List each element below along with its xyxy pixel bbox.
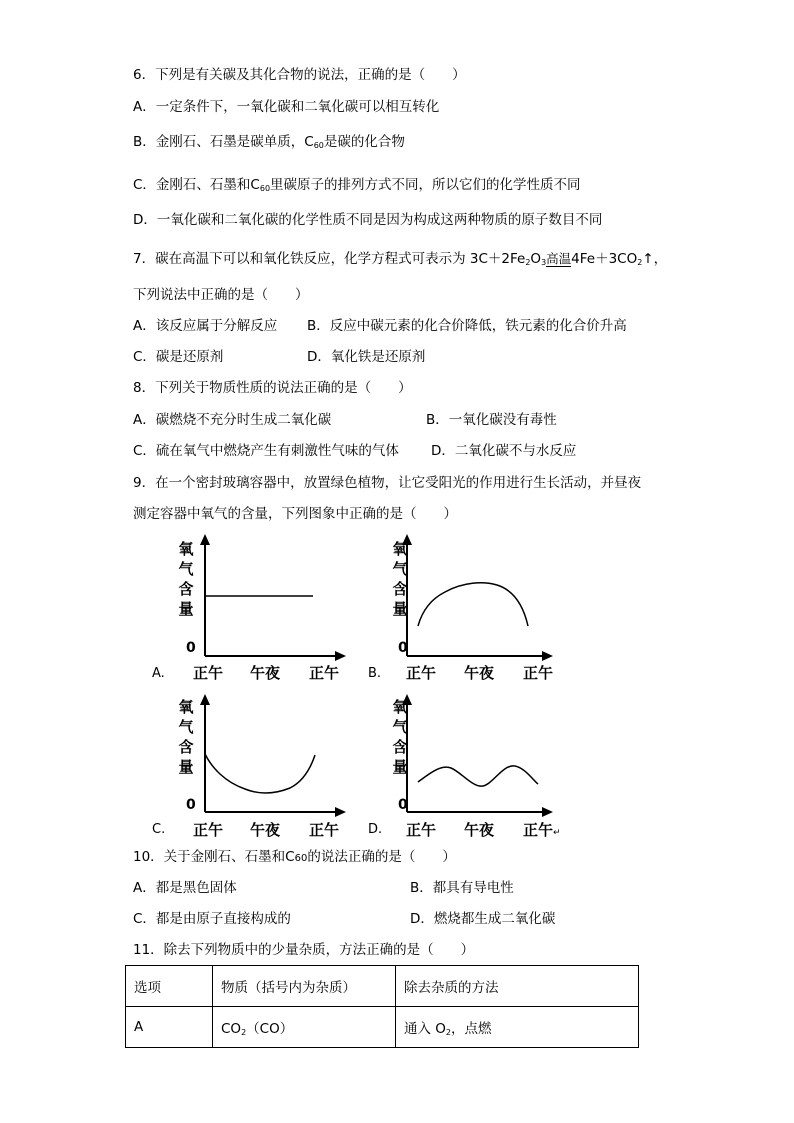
q7-stem2: 下列说法中正确的是（ ）: [133, 287, 309, 303]
graph-a-xtick-3: 正午: [309, 664, 340, 682]
q8-option-b: B．一氧化碳没有毒性: [426, 412, 557, 428]
graph-c-zero: 0: [186, 797, 196, 813]
q7-condition: [546, 250, 571, 268]
q9-stem1: 9．在一个密封玻璃容器中，放置绿色植物，让它受阳光的作用进行生长活动，并昼夜: [133, 475, 642, 491]
graph-c-xtick-3: 正午: [309, 821, 340, 839]
graph-d-ylabel-2: 气: [392, 718, 408, 736]
graph-d-ylabel-3: 含: [392, 738, 408, 756]
q6-option-b: [133, 133, 405, 155]
method-pre: 通入 O: [404, 1021, 446, 1037]
table-cell-method: [396, 1007, 639, 1048]
q11-stem: 11．除去下列物质中的少量杂质，方法正确的是（ ）: [133, 942, 475, 958]
q8-option-a: A．碳燃烧不充分时生成二氧化碳: [133, 412, 332, 428]
q8-option-d: D．二氧化碳不与水反应: [431, 443, 577, 459]
q10-stem-sub: 60: [294, 853, 308, 864]
graph-a-ylabel-4: 量: [178, 600, 194, 618]
q10-stem-post: 的说法正确的是（ ）: [307, 849, 456, 865]
method-post: ，点燃: [451, 1021, 492, 1037]
graph-c-curve: [205, 754, 315, 793]
q8-option-c: C．硫在氧气中燃烧产生有刺激性气味的气体: [133, 443, 399, 459]
substance-sub: 2: [241, 1028, 247, 1037]
graph-d-xtick-3: [523, 819, 561, 840]
q7-sub-2: 2: [525, 258, 531, 267]
graph-c-xtick-2: 午夜: [250, 821, 281, 839]
q7-option-d: D．氧化铁是还原剂: [307, 349, 426, 365]
graph-c-ylabel-3: 含: [178, 738, 194, 756]
q11-table: [125, 965, 639, 1048]
substance-post: （CO）: [246, 1021, 294, 1037]
q7-option-b: B．反应中碳元素的化合价降低，铁元素的化合价升高: [307, 318, 627, 334]
graph-c-ylabel-4: 量: [178, 758, 194, 776]
q10-option-a: A．都是黑色固体: [133, 880, 237, 896]
graph-d-xtick-3-text: 正午: [523, 821, 554, 839]
q7-sub-3: 3: [541, 258, 547, 267]
graph-c-xtick-1: 正午: [193, 821, 224, 839]
q6-b-post: 是碳的化合物: [323, 134, 405, 150]
graph-b-xtick-3: 正午: [523, 664, 554, 682]
graph-d-label: D.: [368, 822, 383, 837]
q10-option-d: D．燃烧都生成二氧化碳: [410, 911, 556, 927]
graph-d-zero: 0: [398, 797, 408, 813]
table-header-cell: 选项: [126, 966, 213, 1007]
table-header-cell: 物质（括号内为杂质）: [213, 966, 396, 1007]
q10-option-b: B．都具有导电性: [410, 880, 514, 896]
q10-option-c: C．都是由原子直接构成的: [133, 911, 291, 927]
q6-c-post: 里碳原子的排列方式不同，所以它们的化学性质不同: [270, 177, 581, 193]
substance-pre: CO: [221, 1021, 242, 1037]
graph-b-ylabel-4: 量: [392, 600, 408, 618]
q6-option-a: A．一定条件下，一氧化碳和二氧化碳可以相互转化: [133, 99, 440, 115]
q7-option-c: C．碳是还原剂: [133, 349, 224, 365]
table-header-row: [126, 966, 639, 1007]
graph-d-xtick-2: 午夜: [464, 821, 495, 839]
q6-stem: 6．下列是有关碳及其化合物的说法，正确的是（ ）: [133, 67, 466, 83]
q7-stem: [133, 250, 667, 272]
graph-a-ylabel-1: 氧: [178, 540, 194, 558]
graph-d-curve: [418, 766, 538, 786]
q6-b-pre: B．金刚石、石墨是碳单质，C: [133, 134, 314, 150]
q7-o: O: [530, 251, 542, 267]
graph-b-ylabel-3: 含: [392, 580, 408, 598]
table-cell-substance: [213, 1007, 396, 1048]
graph-a-label: A.: [152, 666, 165, 681]
graph-b-xtick-2: 午夜: [464, 664, 495, 682]
q7-stem-pre: 7．碳在高温下可以和氧化铁反应，化学方程式可表示为 3C＋2Fe: [133, 251, 526, 267]
table-header-cell: 除去杂质的方法: [396, 966, 639, 1007]
q7-sub-co2: 2: [637, 258, 643, 267]
graph-a-xtick-1: 正午: [193, 664, 224, 682]
graph-b-ylabel-1: 氧: [392, 540, 408, 558]
table-cell-option: A: [126, 1007, 213, 1048]
q7-post: 4Fe＋3CO: [571, 251, 638, 267]
graph-a-ylabel-2: 气: [178, 560, 194, 578]
graph-c-label: C.: [152, 822, 166, 837]
q7-arrow: ↑，: [642, 251, 668, 267]
q6-option-d: D．一氧化碳和二氧化碳的化学性质不同是因为构成这两种物质的原子数目不同: [133, 212, 603, 228]
graph-b-zero: 0: [398, 640, 408, 656]
q10-stem-pre: 10．关于金刚石、石墨和C: [133, 849, 295, 865]
graph-c-ylabel-2: 气: [178, 718, 194, 736]
q7-option-a: A．该反应属于分解反应: [133, 318, 278, 334]
graph-b-ylabel-2: 气: [392, 560, 408, 578]
table-row: [126, 1007, 639, 1048]
method-sub: 2: [445, 1028, 452, 1037]
q6-b-sub: 60: [313, 141, 324, 150]
q9-stem2: 测定容器中氧气的含量，下列图象中正确的是（ ）: [133, 506, 457, 522]
q6-c-sub: 60: [259, 184, 271, 193]
return-mark: ↵: [553, 828, 561, 838]
graph-b-xtick-1: 正午: [406, 664, 437, 682]
q7-condition-text: 高温: [546, 251, 572, 266]
graph-b-label: B.: [368, 666, 382, 681]
graph-a-xtick-2: 午夜: [250, 664, 281, 682]
q6-c-pre: C．金刚石、石墨和C: [133, 177, 260, 193]
graph-a-zero: 0: [186, 640, 196, 656]
graph-b-curve: [418, 583, 528, 626]
graph-d-ylabel-1: 氧: [392, 698, 408, 716]
graph-d-ylabel-4: 量: [392, 758, 408, 776]
graph-d-xtick-1: 正午: [406, 821, 437, 839]
graph-c-ylabel-1: 氧: [178, 698, 194, 716]
q6-option-c: [133, 176, 581, 198]
q8-stem: 8．下列关于物质性质的说法正确的是（ ）: [133, 380, 412, 396]
q10-stem: [133, 848, 456, 868]
graph-a-ylabel-3: 含: [178, 580, 194, 598]
